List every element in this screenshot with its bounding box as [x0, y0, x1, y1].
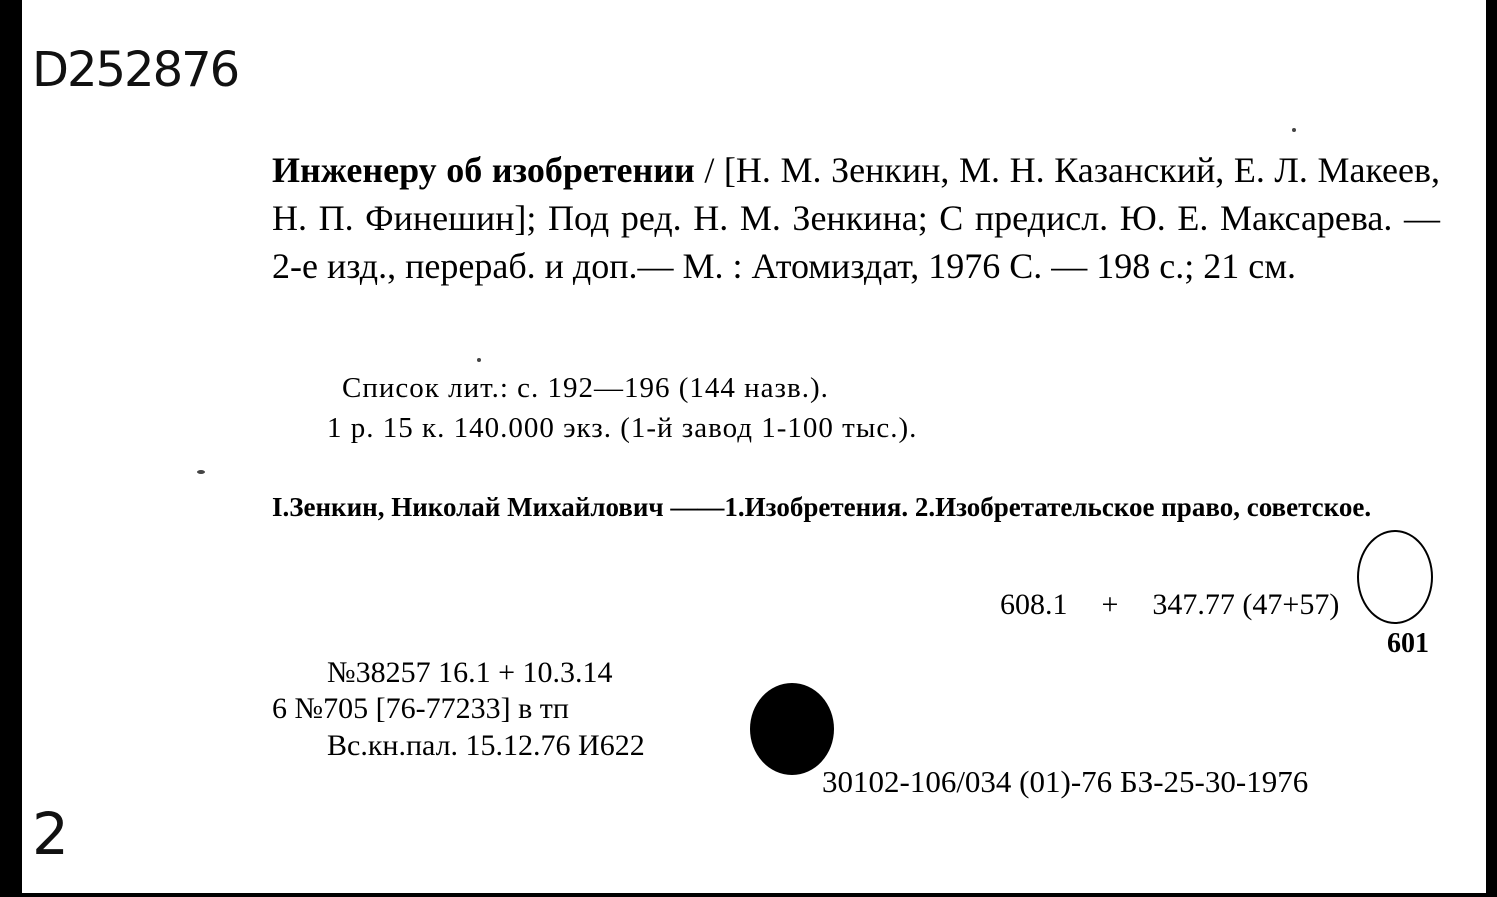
subject-tracings: I.Зенкин, Николай Михайлович ——1.Изобретения. 2.Изобретательское право, советское.: [272, 492, 1372, 522]
handwritten-index-mark: 2: [32, 800, 69, 868]
main-bibliographic-entry: [272, 146, 1440, 290]
classification-second: 347.77 (47+57): [1152, 588, 1340, 621]
classification-numbers: [1000, 588, 1339, 622]
bibliography-note: Список лит.: с. 192—196 (144 назв.).: [342, 372, 829, 404]
card-punch-hole: [750, 683, 834, 775]
catalog-card: [22, 0, 1486, 893]
scan-speck: [1292, 128, 1296, 132]
handwritten-circle-mark: [1357, 530, 1433, 624]
scan-speck: [477, 358, 481, 362]
price-print-run-note: 1 р. 15 к. 140.000 экз. (1-й завод 1-100 тыс.).: [327, 412, 918, 444]
book-title: Инженеру об изобретении: [272, 150, 695, 190]
catalog-code: 30102-106/034 (01)-76 БЗ-25-30-1976: [822, 764, 1309, 799]
entry-description: / [Н. М. Зенкин, М. Н. Казанский, Е. Л. Макеев, Н. П. Финешин]; Под ред. Н. М. Зенкина; С предисл. Ю. Е. Максарева. — 2-е изд., перераб. и доп.— М. : Атомиздат, 1976 С. — 198 с.; 21 см.: [272, 150, 1440, 286]
production-line-1: №38257 16.1 + 10.3.14: [327, 656, 613, 689]
handwritten-card-number: D252876: [32, 42, 239, 98]
classification-plus: +: [1101, 588, 1119, 621]
shelf-code: 601: [1387, 628, 1429, 659]
production-line-2: 6 №705 [76-77233] в тп: [272, 692, 569, 725]
scan-speck: [197, 470, 205, 474]
production-line-3: Вс.кн.пал. 15.12.76 И622: [327, 729, 645, 762]
classification-first: 608.1: [1000, 588, 1068, 621]
